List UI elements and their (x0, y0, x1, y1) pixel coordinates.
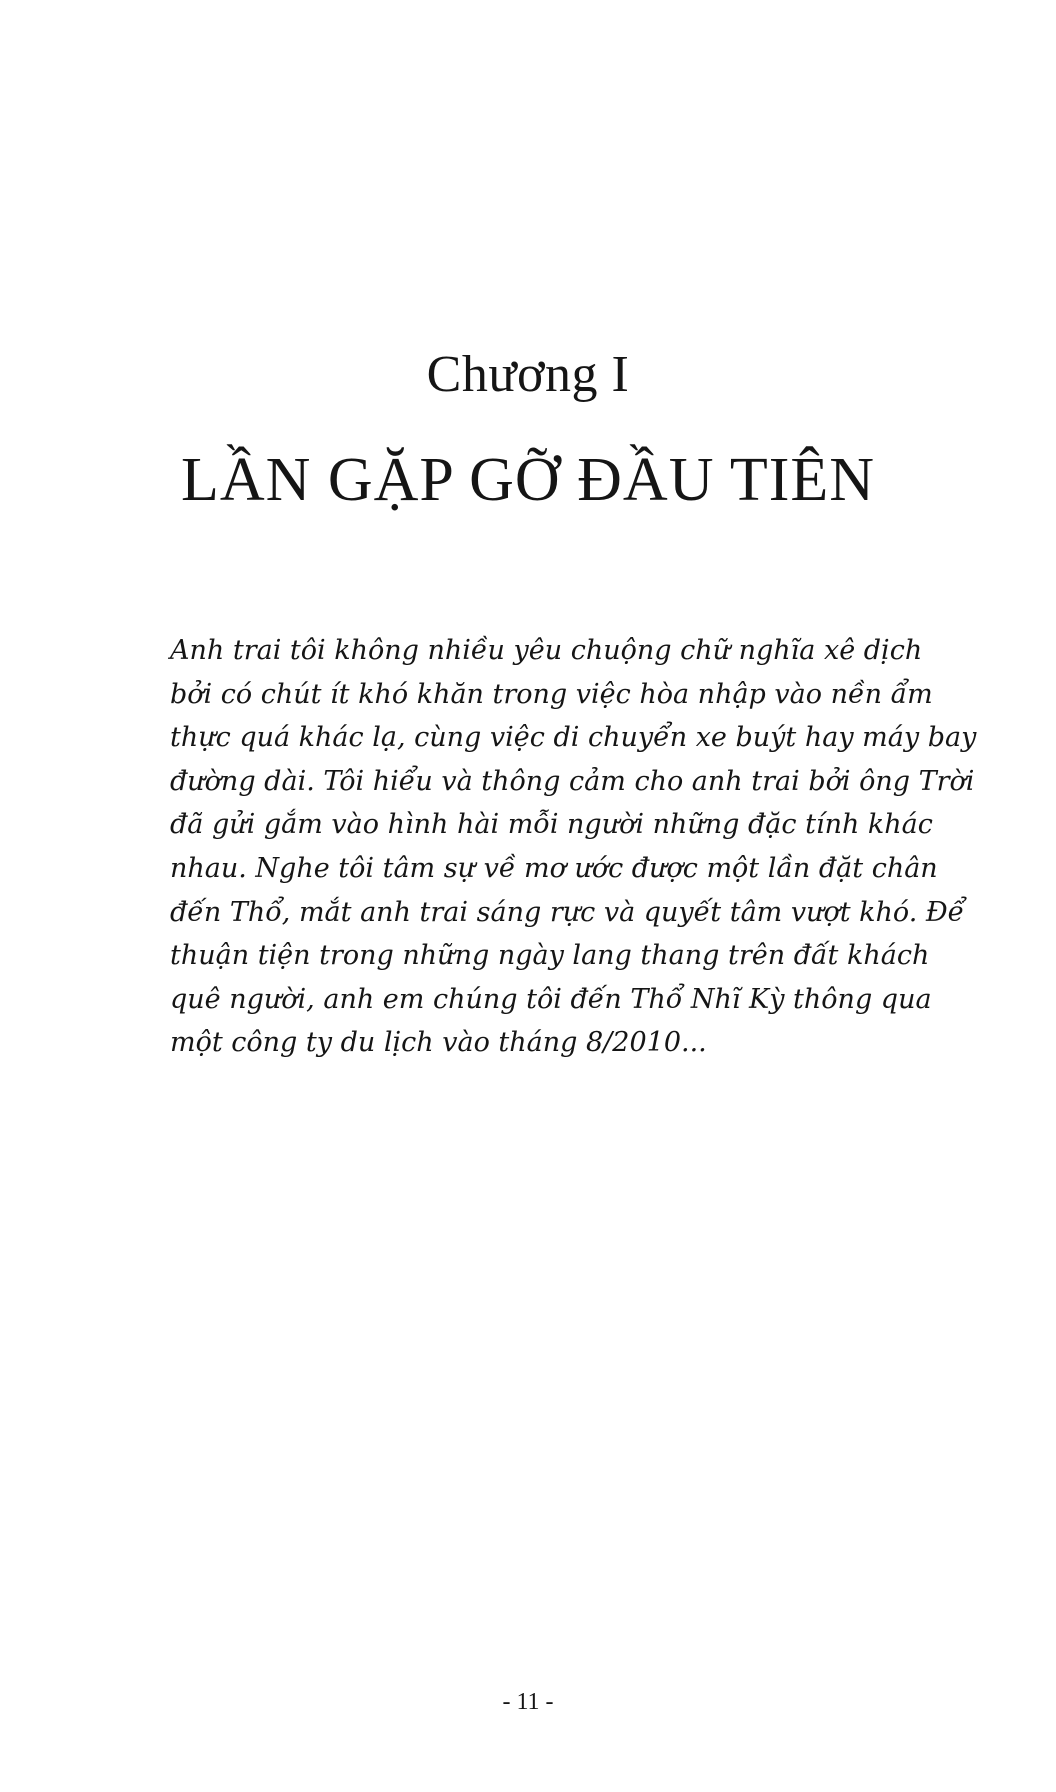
chapter-title: LẦN GẶP GỠ ĐẦU TIÊN (180, 446, 876, 514)
paragraph-line: thuận tiện trong những ngày lang thang trên đất khách (170, 940, 930, 972)
paragraph-line: thực quá khác lạ, cùng việc di chuyển xe buýt hay máy bay (170, 722, 977, 754)
paragraph-line: đến Thổ, mắt anh trai sáng rực và quyết tâm vượt khó. Để (170, 896, 965, 928)
paragraph-line: nhau. Nghe tôi tâm sự về mơ ước được một lần đặt chân (170, 852, 938, 884)
chapter-body-paragraph (170, 629, 977, 1065)
paragraph-line-last: một công ty du lịch vào tháng 8/2010... (170, 1027, 707, 1059)
paragraph-line: đường dài. Tôi hiểu và thông cảm cho anh trai bởi ông Trời (170, 765, 975, 797)
page-number: - 11 - (502, 1689, 554, 1715)
paragraph-line: đã gửi gắm vào hình hài mỗi người những đặc tính khác (170, 809, 933, 841)
paragraph-line: Anh trai tôi không nhiều yêu chuộng chữ nghĩa xê dịch (170, 635, 923, 666)
paragraph-line: bởi có chút ít khó khăn trong việc hòa nhập vào nền ẩm (170, 678, 933, 710)
chapter-number: Chương I (426, 346, 630, 403)
paragraph-line: quê người, anh em chúng tôi đến Thổ Nhĩ Kỳ thông qua (170, 983, 932, 1015)
